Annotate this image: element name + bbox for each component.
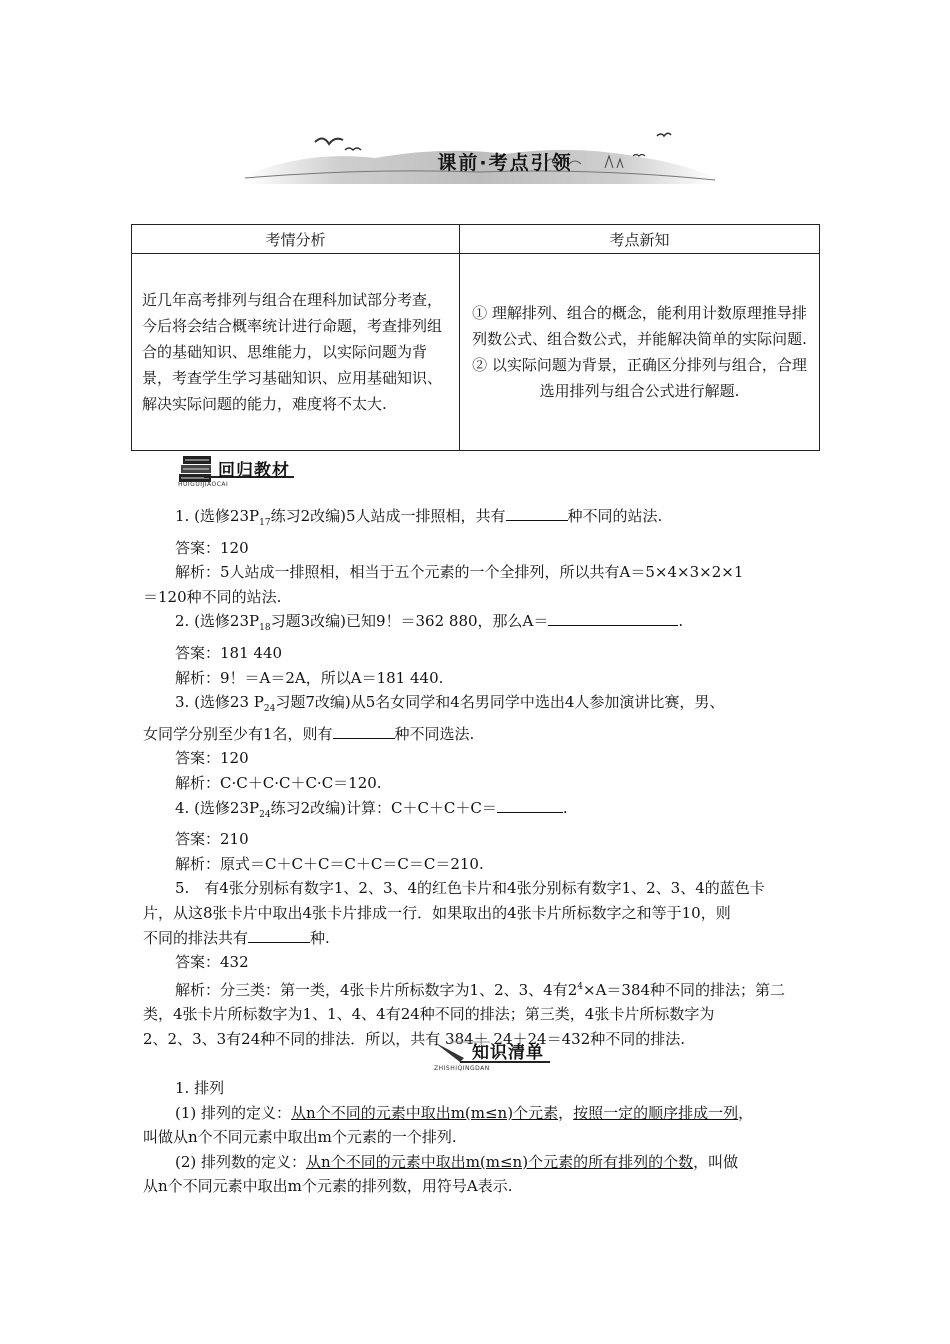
definition-2-line2: 从n个不同元素中取出m个元素的排列数，用符号A表示. (143, 1177, 513, 1196)
knowledge-heading: 1. 排列 (175, 1079, 225, 1097)
analysis-4: 解析：原式＝C＋C＋C＝C＋C＝C＝C＝210. (175, 854, 484, 873)
problem-4: 4. (选修$23P_{24}$练习2改编)计算：C＋C＋C＋C＝ . (175, 798, 568, 820)
section-subtitle: HUIGUIJIAOCAI (178, 481, 229, 488)
table-header-analysis: 考情分析 (132, 225, 460, 254)
analysis-5-line3: 2、2、3、3有24种不同的排法．所以，共有 384＋ 24＋24＝432种不同的排法. (143, 1029, 686, 1048)
analysis-1-line1: 解析：5人站成一排照相，相当于五个元素的一个全排列，所以共有A＝5×4×3×2×1 (175, 563, 744, 582)
section-title: 回归教材 (218, 461, 290, 481)
section-banner (245, 128, 715, 190)
analysis-text: 近几年高考排列与组合在理科加试部分考查，今后将会结合概率统计进行命题，考查排列组合的基础知识、思维能力，以实际问题为背景，考查学生学习基础知识、应用基础知识、解决实际问题的能力，难度将不太大. (142, 291, 443, 413)
overview-table (131, 224, 820, 451)
new-knowledge-cell (460, 254, 820, 451)
answer-5: 答案：432 (175, 953, 249, 972)
answer-1: 答案：120 (175, 538, 249, 557)
section-header-zhishi (430, 1036, 560, 1072)
problem-2: 2. (选修$23P_{18}$习题3改编)已知9！＝362 880，那么A＝ . (175, 612, 684, 634)
definition-1-line1: (1) 排列的定义：从n个不同的元素中取出m(m≤n)个元素，按照一定的顺序排成一列， (175, 1103, 754, 1122)
analysis-2: 解析：9！＝A＝2A，所以A＝181 440. (175, 668, 444, 687)
knowledge-item-1: ① 理解排列、组合的概念，能利用计数原理推导排列数公式、组合数公式，并能解决简单的实际问题. (472, 304, 807, 348)
problem-5-line3: 不同的排法共有 种. (143, 928, 330, 947)
problem-5-line1: 5. 有4张分别标有数字1、2、3、4的红色卡片和4张分别标有数字1、2、3、4的蓝色卡 (175, 879, 765, 898)
problem-5-line2: 片，从这8张卡片中取出4张卡片排成一行．如果取出的4张卡片所标数字之和等于10，则 (143, 903, 731, 922)
section-subtitle: ZHISHIQINGDAN (434, 1065, 490, 1072)
banner-title: 课前·考点引领 (437, 152, 573, 174)
analysis-5-line1: 解析：分三类：第一类，4张卡片所标数字为1、2、3、4有$2^4\times A=384$种不同的排法；第二 (175, 980, 786, 999)
problems-block (143, 504, 823, 1051)
knowledge-block (143, 1076, 823, 1199)
answer-2: 答案：181 440 (175, 643, 283, 662)
section-title: 知识清单 (472, 1043, 544, 1063)
analysis-5-line2: 类，4张卡片所标数字为1、1、4、4有24种不同的排法；第三类，4张卡片所标数字为 (143, 1005, 715, 1024)
answer-4: 答案：210 (175, 830, 249, 849)
section-header-huigui (176, 452, 306, 488)
problem-3-line1: 3. (选修23 $P_{24}$习题7改编)从5名女同学和4名男同学中选出4人参加演讲比赛，男、 (175, 693, 725, 715)
problem-1: 1. (选修$23P_{17}$练习2改编)5人站成一排照相，共有 种不同的站法. (175, 507, 663, 528)
problem-3-line2: 女同学分别至少有1名，则有 种不同选法. (143, 724, 475, 743)
analysis-1-line2: ＝120种不同的站法. (143, 587, 282, 606)
knowledge-item-2: ② 以实际问题为背景，正确区分排列与组合，合理选用排列与组合公式进行解题. (472, 356, 807, 400)
answer-3: 答案：120 (175, 749, 249, 768)
definition-1-line2: 叫做从n个不同元素中取出m个元素的一个排列. (143, 1128, 457, 1147)
analysis-3: 解析：C·C＋C·C＋C·C＝120. (175, 773, 382, 792)
definition-2-line1: (2) 排列数的定义：从n个不同的元素中取出m(m≤n)个元素的所有排列的个数，叫做 (175, 1152, 739, 1171)
analysis-cell (132, 254, 460, 451)
table-header-new-knowledge: 考点新知 (460, 225, 820, 254)
